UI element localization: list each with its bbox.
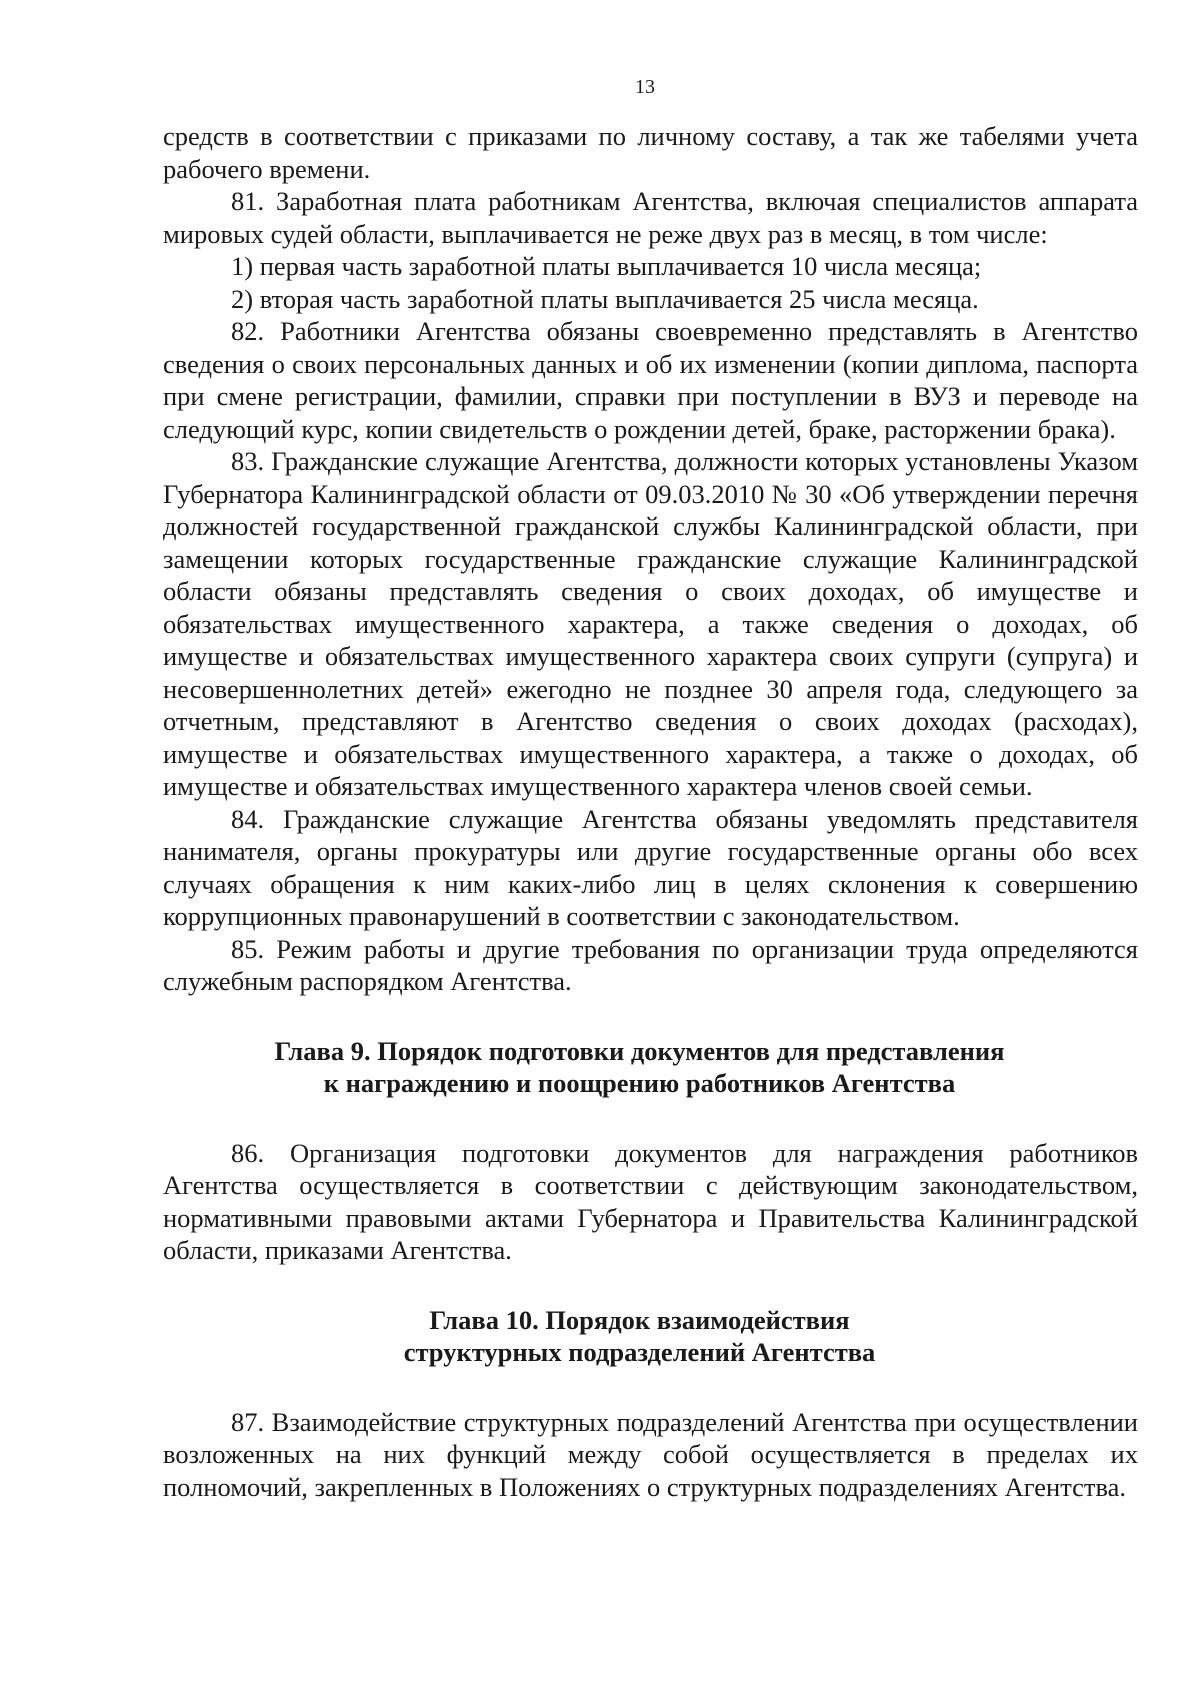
paragraph-82: 82. Работники Агентства обязаны своевременно представлять в Агентство сведения о своих персональных данных и об их изменении (копии диплома, паспорта при смене регистрации, фамилии, справки при поступлении в ВУЗ и переводе на следующий курс, копии свидетельств о рождении детей, браке, расторжении брака). [163, 316, 1138, 444]
chapter-10-title-line-2: структурных подразделений Агентства [403, 1337, 876, 1367]
paragraph-81-item-2: 2) вторая часть заработной платы выплачивается 25 числа месяца. [231, 283, 979, 314]
paragraph-84: 84. Гражданские служащие Агентства обязаны уведомлять представителя нанимателя, органы прокуратуры или другие государственные органы обо всех случаях обращения к ним каких-либо лиц в целях склонения к совершению коррупционных правонарушений в соответствии с законодательством. [163, 803, 1138, 931]
chapter-10-title-line-1: Глава 10. Порядок взаимодействия [429, 1304, 850, 1335]
paragraph-87: 87. Взаимодействие структурных подразделений Агентства при осуществлении возложенных на них функций между собой осуществляется в пределах их полномочий, закрепленных в Положениях о структурных подразделениях Агентства. [163, 1406, 1138, 1502]
paragraph-83: 83. Гражданские служащие Агентства, должности которых установлены Указом Губернатора Калининградской области от 09.03.2010 № 30 «Об утверждении перечня должностей государственной гражданской службы Калининградской области, при замещении которых государственные гражданские служащие Калининградской области обязаны представлять сведения о своих доходах, об имуществе и обязательствах имущественного характера, а также сведения о доходах, об имуществе и обязательствах имущественного характера своих супруги (супруга) и несовершеннолетних детей» ежегодно не позднее 30 апреля года, следующего за отчетным, представляют в Агентство сведения о своих доходах (расходах), имуществе и обязательствах имущественного характера, а также о доходах, об имуществе и обязательствах имущественного характера членов своей семьи. [163, 446, 1138, 801]
chapter-9-heading [163, 1035, 1138, 1100]
paragraph-86: 86. Организация подготовки документов для награждения работников Агентства осуществляется в соответствии с действующим законодательством, нормативными правовыми актами Губернатора и Правительства Калининградской области, приказами Агентства. [163, 1137, 1138, 1265]
chapter-9-title-line-2: к награждению и поощрению работников Агентства [323, 1068, 956, 1098]
page-number: 13 [635, 76, 655, 98]
chapter-9-title-line-1: Глава 9. Порядок подготовки документов для представления [274, 1035, 1005, 1066]
paragraph-81-item-1: 1) первая часть заработной платы выплачивается 10 числа месяца; [231, 251, 982, 281]
paragraph-80-continued: средств в соответствии с приказами по личному составу, а так же табелями учета рабочего времени. [163, 121, 1138, 184]
paragraph-81: 81. Заработная плата работникам Агентства, включая специалистов аппарата мировых судей области, выплачивается не реже двух раз в месяц, в том числе: [163, 186, 1138, 249]
chapter-10-heading [163, 1304, 1138, 1369]
paragraph-85: 85. Режим работы и другие требования по организации труда определяются служебным распорядком Агентства. [163, 933, 1138, 996]
document-body [163, 120, 1138, 1503]
